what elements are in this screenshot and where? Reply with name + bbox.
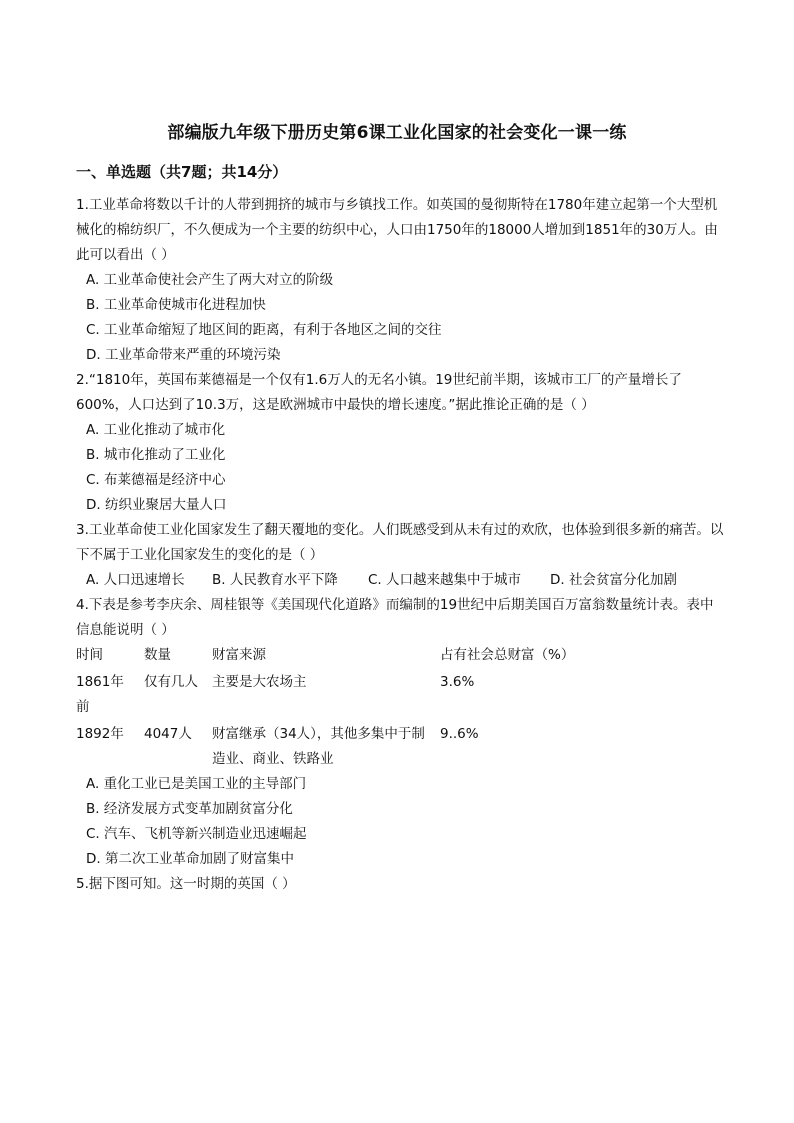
document-title: 部编版九年级下册历史第6课工业化国家的社会变化一课一练: [167, 123, 627, 143]
question-4-option-c[interactable]: C. 汽车、飞机等新兴制造业迅速崛起: [86, 826, 307, 842]
question-1-option-a[interactable]: A. 工业革命使社会产生了两大对立的阶级: [86, 272, 334, 288]
question-5-text: 5.据下图可知。这一时期的英国（ ）: [76, 876, 296, 892]
question-3-options-row: [86, 568, 726, 593]
table-header-time: 时间: [76, 647, 103, 663]
question-2-option-d[interactable]: D. 纺织业聚居大量人口: [86, 497, 227, 513]
question-3-option-b[interactable]: B. 人民教育水平下降: [212, 572, 338, 588]
question-1-text: 1.工业革命将数以千计的人带到拥挤的城市与乡镇找工作。如英国的曼彻斯特在1780年建立起第一个大型机械化的棉纺织厂，不久便成为一个主要的纺织中心，人口由1750年的18000人增加到1851年的30万人。由此可以看出（ ）: [76, 197, 718, 263]
table-row-2-share: 9..6%: [440, 726, 479, 742]
question-2-option-c[interactable]: C. 布莱德福是经济中心: [86, 472, 226, 488]
section-heading: 一、单选题（共7题；共14分）: [76, 163, 288, 181]
table-row-1-source: 主要是大农场主: [212, 674, 307, 690]
table-row-1-count: 仅有几人: [144, 674, 198, 690]
question-3-option-c[interactable]: C. 人口越来越集中于城市: [368, 572, 522, 588]
table-header-count: 数量: [144, 647, 171, 663]
question-1-option-c[interactable]: C. 工业革命缩短了地区间的距离，有利于各地区之间的交往: [86, 322, 442, 338]
question-4-option-b[interactable]: B. 经济发展方式变革加剧贫富分化: [86, 801, 293, 817]
table-row-2-time: 1892年: [76, 726, 124, 742]
table-row-1-share: 3.6%: [440, 674, 475, 690]
question-1-option-d[interactable]: D. 工业革命带来严重的环境污染: [86, 347, 281, 363]
question-2-text: 2.“1810年，英国布莱德福是一个仅有1.6万人的无名小镇。19世纪前半期，该城市工厂的产量增长了600%，人口达到了10.3万，这是欧洲城市中最快的增长速度。”据此推论正确的是（ ）: [76, 372, 682, 413]
question-4-text: 4.下表是参考李庆余、周桂银等《美国现代化道路》而编制的19世纪中后期美国百万富翁数量统计表。表中信息能说明（ ）: [76, 597, 714, 638]
table-header-share: 占有社会总财富（%）: [440, 647, 575, 663]
table-header-source: 财富来源: [212, 647, 266, 663]
question-2-option-a[interactable]: A. 工业化推动了城市化: [86, 422, 226, 438]
question-2-option-b[interactable]: B. 城市化推动了工业化: [86, 447, 226, 463]
question-3-option-d[interactable]: D. 社会贫富分化加剧: [550, 572, 677, 588]
question-3-option-a[interactable]: A. 人口迅速增长: [86, 572, 185, 588]
table-row-2-count: 4047人: [144, 726, 192, 742]
question-4-option-a[interactable]: A. 重化工业已是美国工业的主导部门: [86, 776, 307, 792]
question-4-option-d[interactable]: D. 第二次工业革命加剧了财富集中: [86, 851, 294, 867]
table-row-1-time: 1861年前: [76, 674, 124, 715]
question-3-text: 3.工业革命使工业化国家发生了翻天覆地的变化。人们既感受到从未有过的欢欣，也体验到很多新的痛苦。以下不属于工业化国家发生的变化的是（ ）: [76, 522, 724, 563]
question-1-option-b[interactable]: B. 工业革命使城市化进程加快: [86, 297, 266, 313]
table-row-2-source: 财富继承（34人），其他多集中于制造业、商业、铁路业: [212, 726, 425, 767]
